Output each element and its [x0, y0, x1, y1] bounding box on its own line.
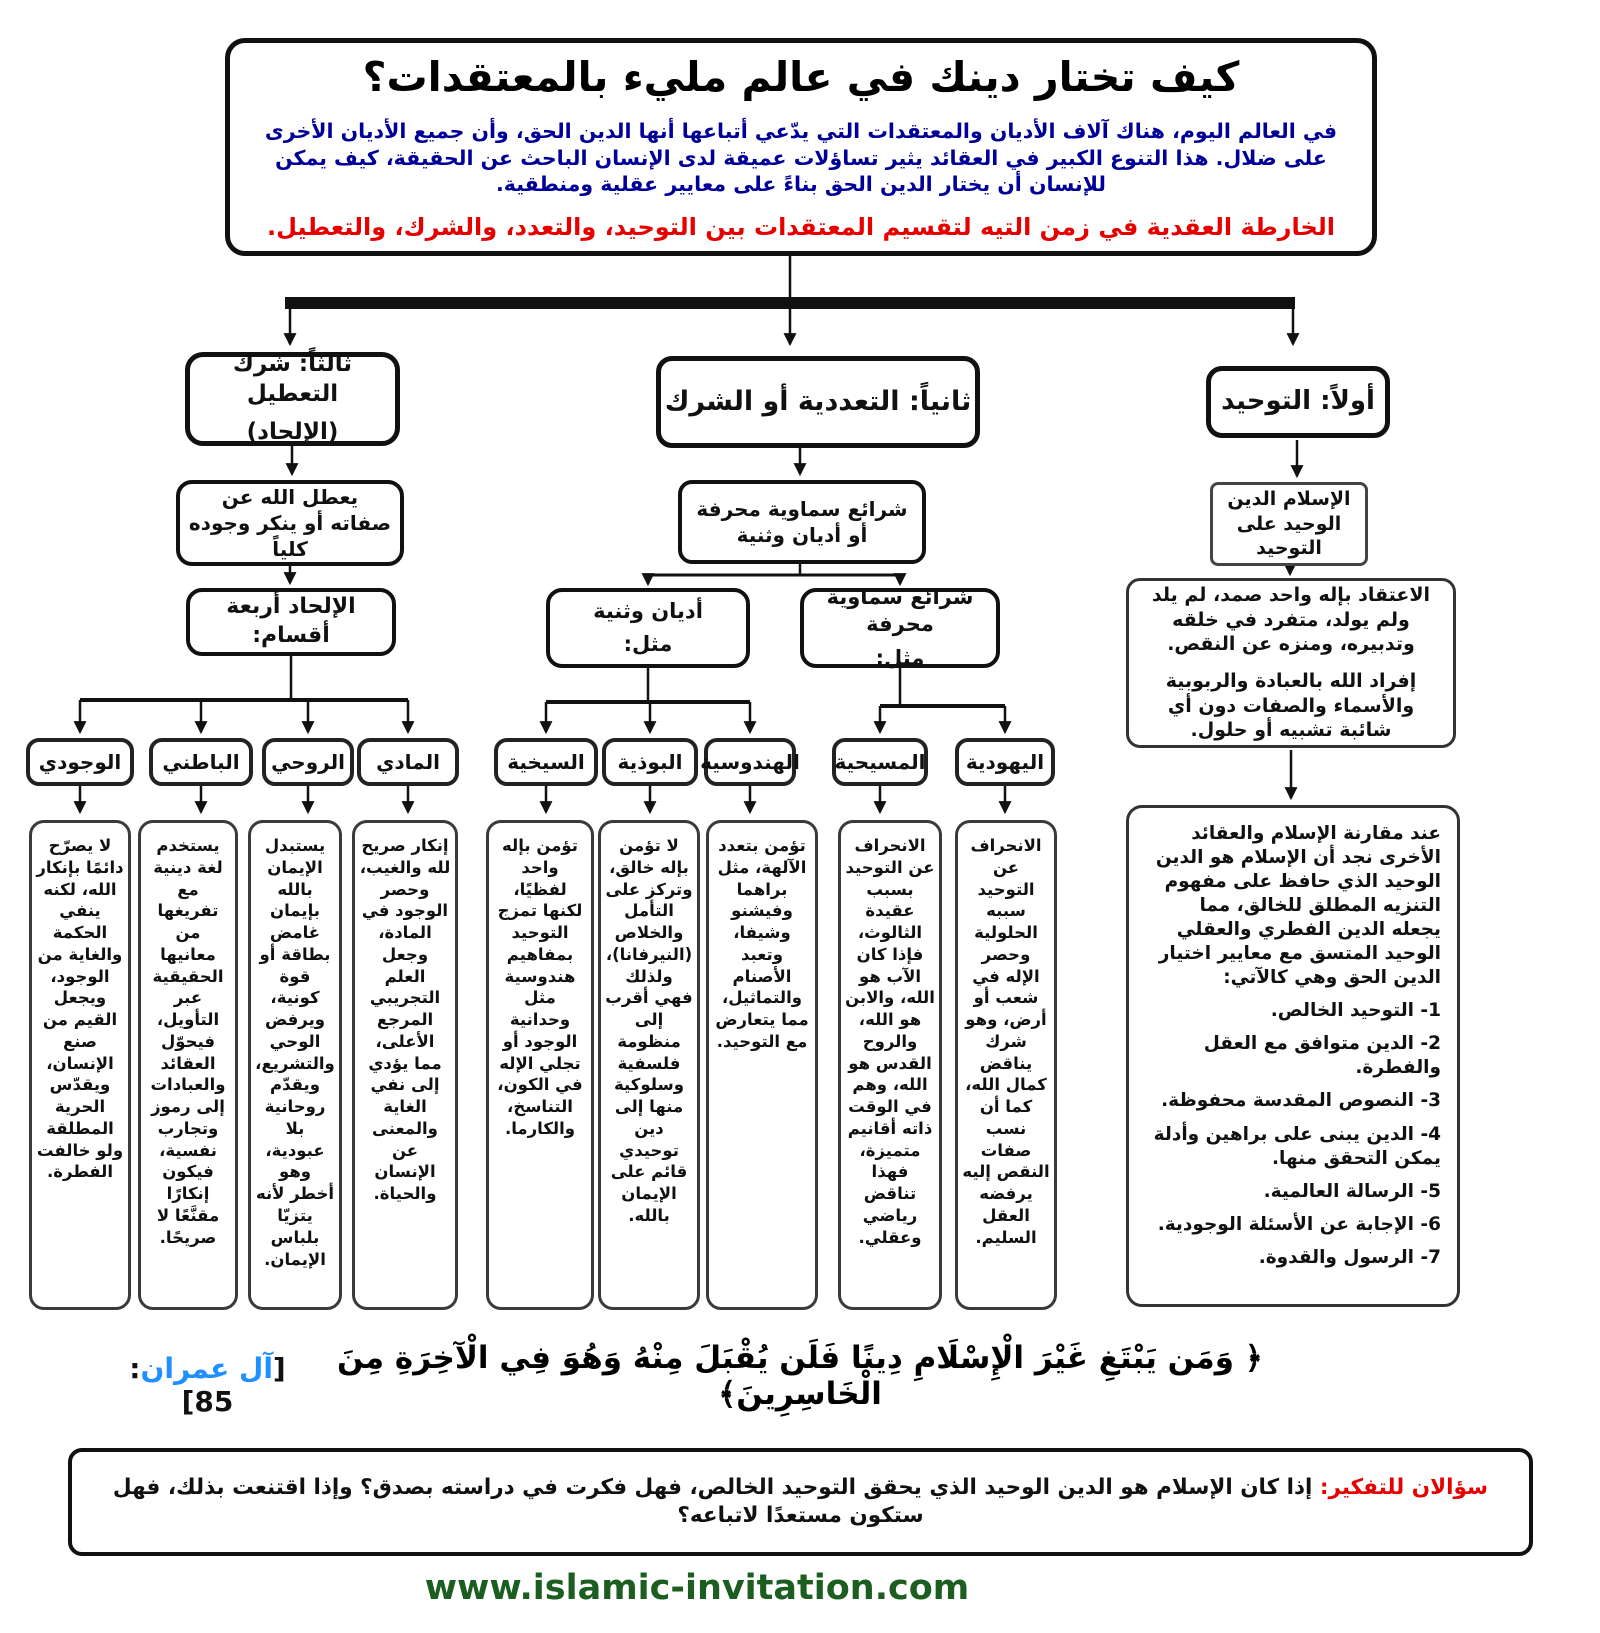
verse-ref-close: : 85] — [129, 1352, 234, 1418]
branch-plurality-title: ثانياً: التعددية أو الشرك — [656, 356, 980, 448]
criterion-3: 3- النصوص المقدسة محفوظة. — [1161, 1090, 1441, 1112]
leaf-header-materialist: المادي — [357, 738, 459, 786]
verse-ref-name: آل عمران — [140, 1352, 273, 1385]
islam-comparison-box — [1126, 805, 1460, 1307]
leaf-header-sikhism: السيخية — [494, 738, 598, 786]
tawheed-belief-1: الاعتقاد بإله واحد صمد، لم يلد ولم يولد، متفرد في خلقه وتدبيره، ومنزه عن النقص. — [1151, 583, 1431, 656]
question-label: سؤالان للتفكير: — [1319, 1475, 1489, 1501]
branch-tawheed-title: أولاً: التوحيد — [1206, 366, 1390, 438]
leaf-text-judaism: الانحراف عن التوحيد سببه الحلولية وحصر الإله في شعب أو أرض، وهو شرك يناقض كمال الله، كما أن نسب صفات النقص إليه يرفضه العقل السليم. — [955, 820, 1057, 1310]
verse-reference — [100, 1352, 315, 1418]
leaf-text-hinduism: تؤمن بتعدد الآلهة، مثل براهما وفيشنو وشيفا، وتعبد الأصنام والتماثيل، مما يتعارض مع التوحيد. — [706, 820, 818, 1310]
leaf-text-esoteric: يستخدم لغة دينية مع تفريغها من معانيها الحقيقية عبر التأويل، فيحوّل العقائد والعبادات إلى رموز وتجارب نفسية، فيكون إنكارًا مقنَّعًا لا صريحًا. — [138, 820, 238, 1310]
leaf-header-hinduism: الهندوسية — [704, 738, 796, 786]
criterion-4: 4- الدين يبنى على براهين وأدلة يمكن التحقق منها. — [1153, 1123, 1441, 1169]
criterion-6: 6- الإجابة عن الأسئلة الوجودية. — [1157, 1213, 1441, 1235]
leaf-text-sikhism: تؤمن بإله واحد لفظيًا، لكنها تمزج التوحيد بمفاهيم هندوسية مثل وحدانية الوجود أو تجلي الإله في الكون، التناسخ، والكارما. — [486, 820, 594, 1310]
criterion-5: 5- الرسالة العالمية. — [1263, 1180, 1441, 1202]
leaf-text-materialist: إنكار صريح لله والغيب، وحصر الوجود في المادة، وجعل العلم التجريبي المرجع الأعلى، مما يؤدي إلى نفي الغاية والمعنى عن الإنسان والحياة. — [352, 820, 458, 1310]
leaf-header-judaism: اليهودية — [955, 738, 1055, 786]
tawheed-belief-2: إفراد الله بالعبادة والربوبية والأسماء والصفات دون أي شائبة تشبيه أو حلول. — [1165, 670, 1417, 742]
leaf-header-buddhism: البوذية — [602, 738, 698, 786]
distorted-scriptures-line1: شرائع سماوية محرفة — [826, 585, 974, 637]
leaf-header-christianity: المسيحية — [832, 738, 928, 786]
comparison-intro: عند مقارنة الإسلام والعقائد الأخرى نجد أن الإسلام هو الدين الوحيد الذي حافظ على مفهوم التنزيه المطلق للخالق، مما يجعله الدين الفطري والعقلي الوحيد المتسق مع معايير اختيار الدين الحق وهي كالآتي: — [1155, 823, 1441, 989]
leaf-text-christianity: الانحراف عن التوحيد بسبب عقيدة الثالوث، فإذا كان الآب هو الله، والابن هو الله، والروح القدس هو الله، وهم في الوقت ذاته أقانيم متميزة، فهذا تناقض رياضي وعقلي. — [838, 820, 942, 1310]
leaf-header-esoteric: الباطني — [149, 738, 253, 786]
pagan-religions-line1: أديان وثنية — [593, 598, 703, 623]
branch-atheism-title — [185, 352, 400, 446]
criterion-2: 2- الدين متوافق مع العقل والفطرة. — [1203, 1033, 1441, 1079]
leaf-text-existential: لا يصرّح دائمًا بإنكار الله، لكنه ينفي الحكمة والغاية من الوجود، ويجعل القيم من صنع الإنسان، ويقدّس الحرية المطلقة ولو خالفت الفطرة. — [29, 820, 131, 1310]
distorted-scriptures-box — [800, 585, 1000, 670]
verse-ref-open: [ — [272, 1352, 286, 1385]
leaf-text-spiritual: يستبدل الإيمان بالله بإيمان غامض بطاقة أو قوة كونية، ويرفض الوحي والتشريع، ويقدّم روحانية بلا عبودية، وهو أخطر لأنه يتزيّا بلباس الإيمان. — [248, 820, 342, 1310]
pagan-religions-line2: مثل: — [623, 632, 673, 656]
quran-verse: ﴿ وَمَن يَبْتَغِ غَيْرَ الْإِسْلَامِ دِينًا فَلَن يُقْبَلَ مِنْهُ وَهُوَ فِي الْآخِرَةِ مِنَ الْخَاسِرِينَ﴾ — [337, 1340, 1263, 1412]
leaf-header-spiritual: الروحي — [262, 738, 354, 786]
atheism-four-kinds-box: الإلحاد أربعة أقسام: — [186, 588, 396, 656]
page-title: كيف تختار دينك في عالم مليء بالمعتقدات؟ — [362, 52, 1240, 101]
website-url: www.islamic-invitation.com — [424, 1568, 970, 1608]
header-box — [225, 38, 1377, 256]
header-subtitle: الخارطة العقدية في زمن التيه لتقسيم المعتقدات بين التوحيد، والتعدد، والشرك، والتعطيل. — [266, 213, 1336, 242]
tawheed-belief-box — [1126, 578, 1456, 748]
leaf-text-buddhism: لا تؤمن بإله خالق، وتركز على التأمل والخلاص (النيرفانا)، ولذلك فهي أقرب إلى منظومة فلسفية وسلوكية منها إلى دين توحيدي قائم على الإيمان بالله. — [598, 820, 700, 1310]
branch-atheism-line1: ثالثاً: شرك التعطيل — [232, 351, 353, 408]
atheism-definition-box: يعطل الله عن صفاته أو ينكر وجوده كلياً — [176, 480, 404, 566]
question-text: إذا كان الإسلام هو الدين الوحيد الذي يحقق التوحيد الخالص، فهل فكرت في دراسته بصدق؟ وإذا اقتنعت بذلك، فهل ستكون مستعدًا لاتباعه؟ — [112, 1475, 1320, 1528]
criterion-7: 7- الرسول والقدوة. — [1258, 1246, 1441, 1268]
islam-only-tawheed-box: الإسلام الدين الوحيد على التوحيد — [1210, 482, 1368, 566]
distorted-scriptures-line2: مثل: — [875, 645, 925, 670]
pagan-religions-box — [546, 588, 750, 668]
criterion-1: 1- التوحيد الخالص. — [1270, 1000, 1441, 1022]
reflection-question-box — [68, 1448, 1533, 1556]
plurality-definition-box: شرائع سماوية محرفة أو أديان وثنية — [678, 480, 926, 564]
header-intro: في العالم اليوم، هناك آلاف الأديان والمعتقدات التي يدّعي أتباعها أنها الدين الحق، وأن جميع الأديان الأخرى على ضلال. هذا التنوع الكبير في العقائد يثير تساؤلات عميقة لدى الإنسان الباحث عن الحقيقة، كيف يمكن للإنسان أن يختار الدين الحق بناءً على معايير عقلية ومنطقية. — [264, 119, 1338, 197]
branch-atheism-line2: (الإلحاد) — [246, 418, 339, 445]
leaf-header-existential: الوجودي — [26, 738, 134, 786]
